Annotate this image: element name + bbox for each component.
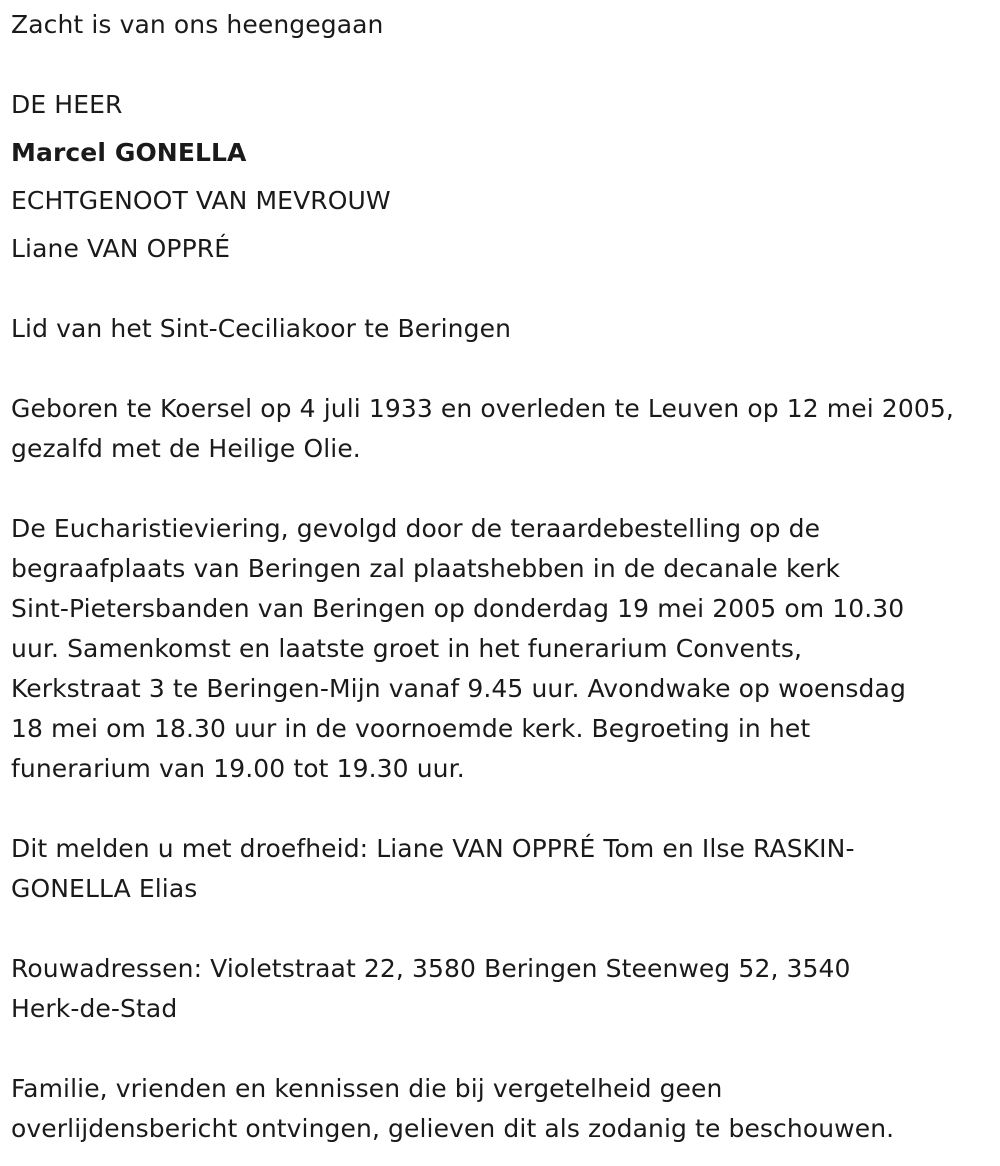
ceremony-line: 18 mei om 18.30 uur in de voornoemde kerk. Begroeting in het [11,714,811,743]
ceremony-line: begraafplaats van Beringen zal plaatshebben in de decanale kerk [11,554,841,583]
birth-line: Geboren te Koersel op 4 juli 1933 en overleden te Leuven op 12 mei 2005, [11,394,954,423]
membership-line: Lid van het Sint-Ceciliakoor te Beringen [11,314,512,343]
ceremony-line: funerarium van 19.00 tot 19.30 uur. [11,754,465,783]
ceremony-line: Kerkstraat 3 te Beringen-Mijn vanaf 9.45 uur. Avondwake op woensdag [11,674,906,703]
deceased-name: Marcel GONELLA [11,138,247,167]
address-line: Rouwadressen: Violetstraat 22, 3580 Beringen Steenweg 52, 3540 [11,954,851,983]
family-line: GONELLA Elias [11,874,198,903]
spouse-label: ECHTGENOOT VAN MEVROUW [11,186,391,215]
ceremony-line: Sint-Pietersbanden van Beringen op donderdag 19 mei 2005 om 10.30 [11,594,905,623]
birth-line: gezalfd met de Heilige Olie. [11,434,361,463]
title-prefix: DE HEER [11,90,123,119]
spouse-name: Liane VAN OPPRÉ [11,234,231,263]
closing-line: overlijdensbericht ontvingen, gelieven dit als zodanig te beschouwen. [11,1114,895,1143]
family-line: Dit melden u met droefheid: Liane VAN OPPRÉ Tom en Ilse RASKIN- [11,834,855,863]
intro-line: Zacht is van ons heengegaan [11,10,384,39]
ceremony-line: uur. Samenkomst en laatste groet in het funerarium Convents, [11,634,803,663]
address-line: Herk-de-Stad [11,994,178,1023]
ceremony-line: De Eucharistieviering, gevolgd door de teraardebestelling op de [11,514,821,543]
closing-line: Familie, vrienden en kennissen die bij vergetelheid geen [11,1074,723,1103]
